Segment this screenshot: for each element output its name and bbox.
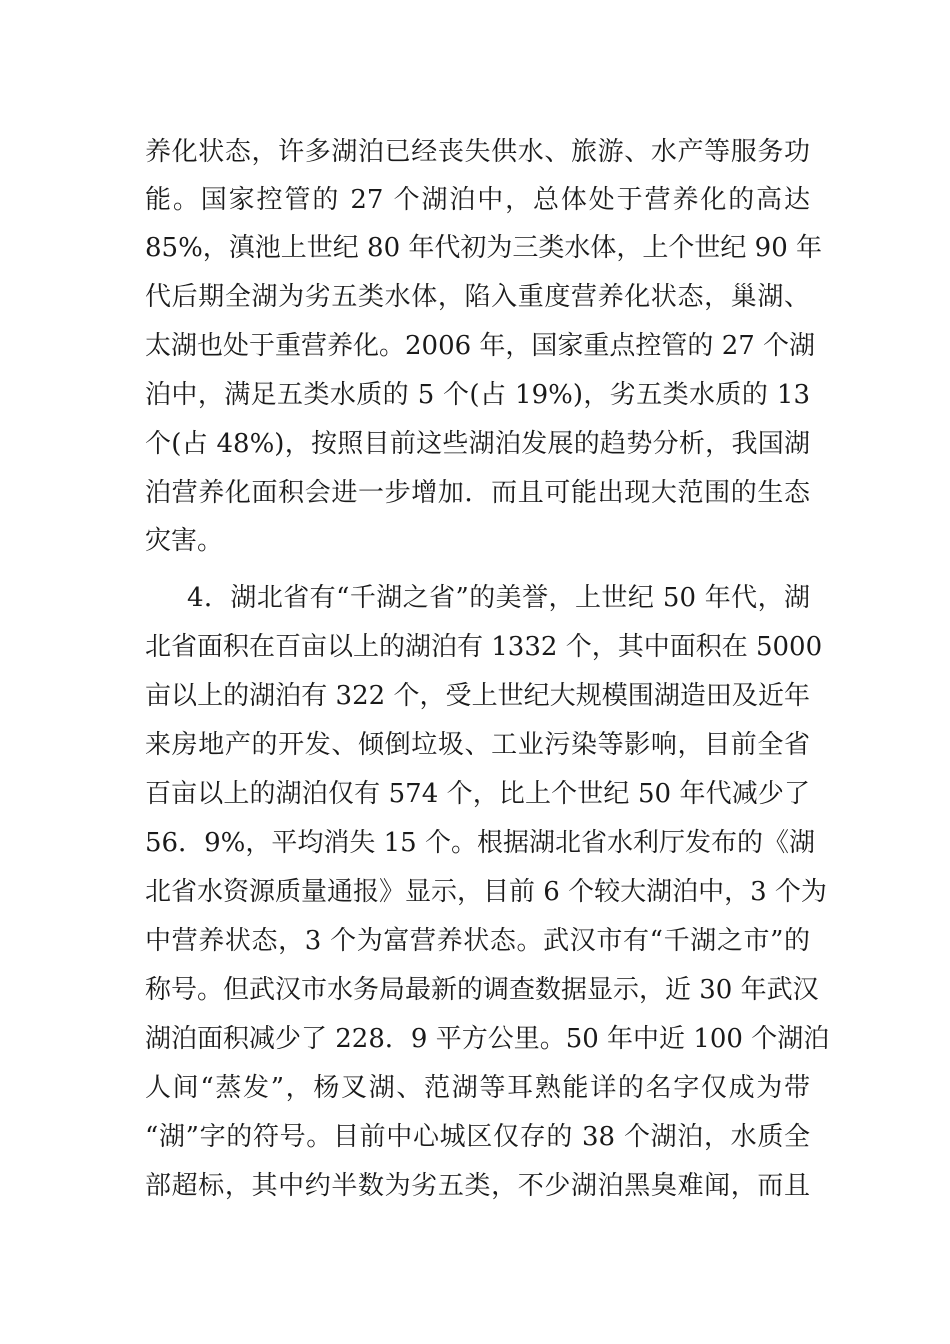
text-line: 养化状态，许多湖泊已经丧失供水、旅游、水产等服务功 [145, 137, 810, 167]
text-line: 部超标，其中约半数为劣五类，不少湖泊黑臭难闻，而且 [145, 1171, 810, 1201]
text-line: 北省水资源质量通报》显示，目前 6 个较大湖泊中，3 个为 [145, 877, 827, 907]
text-line: 56．9%，平均消失 15 个。根据湖北省水利厅发布的《湖 [145, 828, 815, 858]
text-line: 泊中，满足五类水质的 5 个(占 19%)，劣五类水质的 13 [145, 380, 810, 410]
text-line: “湖”字的符号。目前中心城区仅存的 38 个湖泊，水质全 [145, 1122, 810, 1152]
text-line: 称号。但武汉市水务局最新的调查数据显示，近 30 年武汉 [145, 975, 819, 1005]
text-line: 来房地产的开发、倾倒垃圾、工业污染等影响，目前全省 [145, 730, 810, 760]
paragraph-start-line: 4．湖北省有“千湖之省”的美誉，上世纪 50 年代，湖 [187, 583, 810, 613]
text-line: 湖泊面积减少了 228．9 平方公里。50 年中近 100 个湖泊 [145, 1024, 830, 1054]
text-line: 代后期全湖为劣五类水体，陷入重度营养化状态，巢湖、 [145, 282, 810, 312]
text-line: 泊营养化面积会进一步增加．而且可能出现大范围的生态 [145, 478, 810, 508]
text-line: 中营养状态，3 个为富营养状态。武汉市有“千湖之市”的 [145, 926, 810, 956]
text-line: 灾害。 [145, 526, 224, 556]
text-line: 85%，滇池上世纪 80 年代初为三类水体，上个世纪 90 年 [145, 233, 823, 263]
text-line: 能。国家控管的 27 个湖泊中，总体处于营养化的高达 [145, 185, 810, 215]
text-line: 太湖也处于重营养化。2006 年，国家重点控管的 27 个湖 [145, 331, 816, 361]
text-line: 亩以上的湖泊有 322 个，受上世纪大规模围湖造田及近年 [145, 681, 810, 711]
text-line: 人间“蒸发”，杨叉湖、范湖等耳熟能详的名字仅成为带 [145, 1073, 810, 1103]
text-line: 个(占 48%)，按照目前这些湖泊发展的趋势分析，我国湖 [145, 429, 810, 459]
text-line: 北省面积在百亩以上的湖泊有 1332 个，其中面积在 5000 [145, 632, 823, 662]
text-line: 百亩以上的湖泊仅有 574 个，比上个世纪 50 年代减少了 [145, 779, 810, 809]
